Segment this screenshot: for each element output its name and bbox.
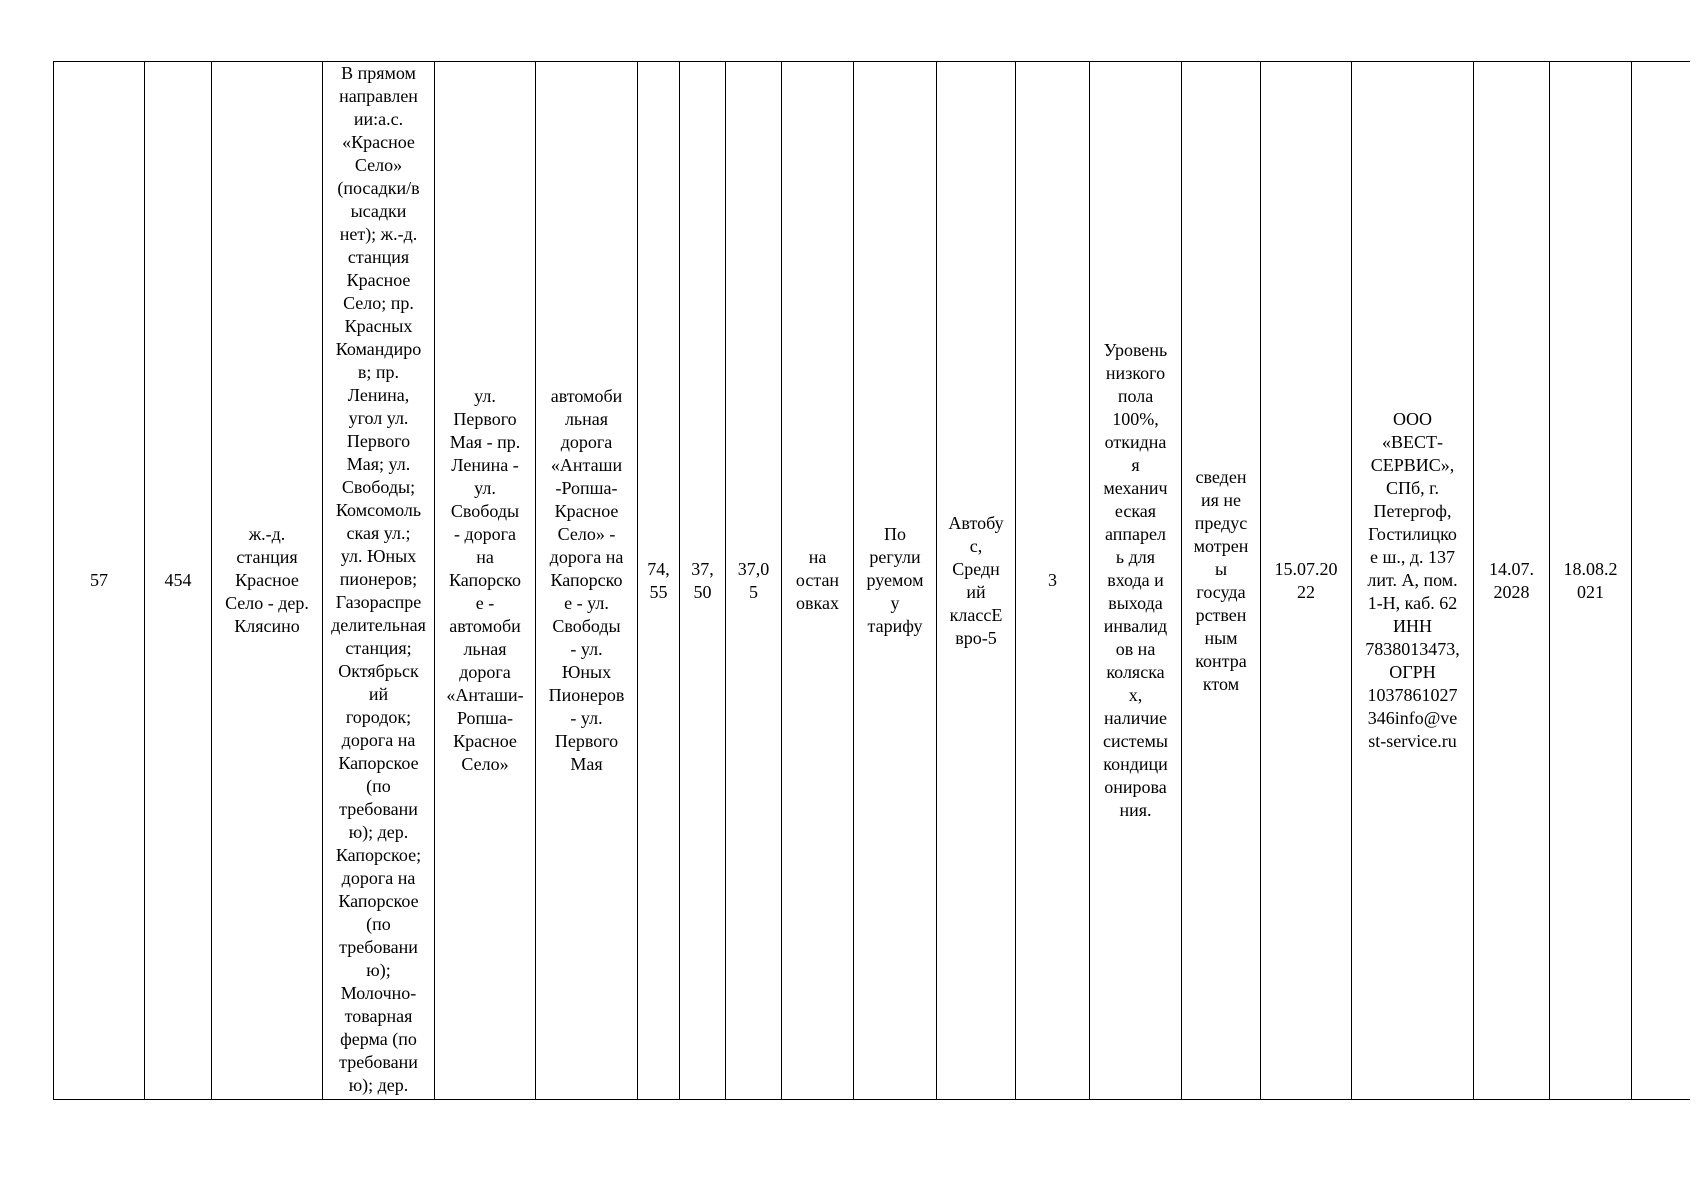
- reg-date-cell: [1550, 62, 1632, 1100]
- length-forward-cell: [680, 62, 726, 1100]
- route-name: ж.-д. станция Красное Село - дер. Клясино: [225, 524, 309, 636]
- streets-forward-cell: [435, 62, 536, 1100]
- route-number-cell: [145, 62, 212, 1100]
- start-date: 15.07.20 22: [1274, 558, 1338, 602]
- carrier-info: ООО «ВЕСТ- СЕРВИС», СПб, г. Петергоф, Гостилицко е ш., д. 137 лит. А, пом. 1-Н, каб. 62 ИНН 7838013473, ОГРН 1037861027 346info@ve st-service.ru: [1365, 409, 1460, 751]
- end-date-cell: [1474, 62, 1550, 1100]
- vehicle-features: Уровень низкого пола 100%, откидна я механич еская аппарел ь для входа и выхода инвалид ов на коляска х, наличие системы кондици онирова ния.: [1103, 340, 1168, 820]
- start-date-cell: [1261, 62, 1352, 1100]
- route-name-cell: [212, 62, 323, 1100]
- contract-info: сведен ия не предус мотрен ы госуда рствен ным контра ктом: [1193, 466, 1249, 694]
- vehicle-count-cell: [1016, 62, 1090, 1100]
- boarding-order: на остан овках: [795, 547, 840, 613]
- vehicle-count: 3: [1048, 570, 1057, 590]
- stops-list: В прямом направлен ии:а.с. «Красное Село» (посадки/в ысадки нет); ж.-д. станция Красное Село; пр. Красных Командиро в; пр. Ленина, угол ул. Первого Мая; ул. Свободы; Комсомоль ская ул.; ул. Юных пионеров; Газораспре делительная станция; Октябрьск ий городок; дорога на Капорское (по требовани ю); дер. Капорское; дорога на Капорское (по требовани ю); Молочно- товарная ферма (по требовани ю); дер.: [331, 63, 426, 1095]
- length-total-cell: [638, 62, 680, 1100]
- end-date: 14.07. 2028: [1489, 558, 1534, 602]
- length-backward: 37,0 5: [737, 558, 770, 602]
- streets-forward: ул. Первого Мая - пр. Ленина - ул. Свободы - дорога на Капорско е - автомоби льная дорога «Анташи- Ропша- Красное Село»: [446, 386, 524, 774]
- length-forward: 37, 50: [691, 558, 714, 602]
- contract-info-cell: [1182, 62, 1261, 1100]
- table-row: [54, 62, 1690, 1100]
- vehicle-type: Автобу с, Средн ий классЕ вро-5: [948, 512, 1004, 648]
- reg-date: 18.08.2 021: [1563, 558, 1618, 602]
- route-number: 454: [164, 570, 192, 590]
- streets-backward-cell: [536, 62, 638, 1100]
- reg-number-cell: [54, 62, 145, 1100]
- tariff-type: По регули руемом у тарифу: [866, 524, 924, 636]
- length-backward-cell: [726, 62, 782, 1100]
- boarding-order-cell: [782, 62, 854, 1100]
- extra-cell: [1632, 62, 1690, 1100]
- streets-backward: автомоби льная дорога «Анташи -Ропша- Красное Село» - дорога на Капорско е - ул. Свободы - ул. Юных Пионеров - ул. Первого Мая: [548, 386, 625, 774]
- reg-number: 57: [90, 570, 108, 590]
- stops-cell: [323, 62, 435, 1100]
- vehicle-cell: [937, 62, 1016, 1100]
- tariff-cell: [854, 62, 937, 1100]
- route-register-table: [53, 61, 1690, 1100]
- length-total: 74, 55: [647, 558, 670, 602]
- vehicle-features-cell: [1090, 62, 1182, 1100]
- carrier-cell: [1352, 62, 1474, 1100]
